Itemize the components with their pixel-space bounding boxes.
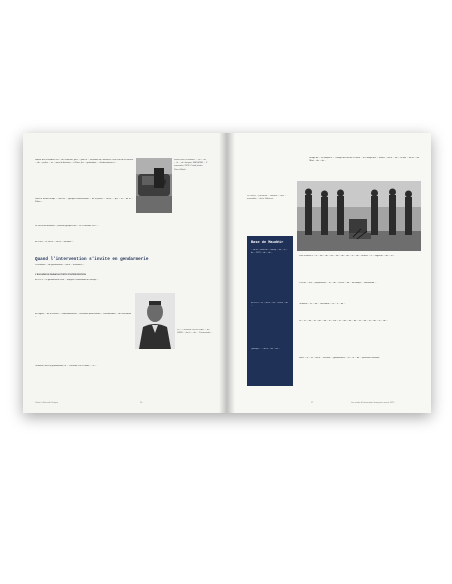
photo-gendarmes-group (297, 181, 421, 251)
footer-right-page-number: 17 (311, 402, 314, 404)
column-paragraph-3: Toutefois, avec la gendarmerie, le ... Christian PROUTEAU, ... le ... (35, 365, 97, 367)
right-column-paragraph-4: La ... le ... de ... et ... de ... de ... le ... est ... le ... de ... du ... de ... et ... de ... la ... de ... la ... de ... (299, 320, 388, 322)
inset-box (247, 236, 293, 386)
lead-paragraph: L'Escadron ... de gendarmerie ... de la ... naissance ... (35, 264, 85, 266)
left-page (23, 133, 227, 413)
footer-right-title: Les unités d'intervention françaises avant 1979 (351, 402, 395, 404)
subheading: L'ESCADRON PARACHUTISTE D'INTERVENTION (35, 274, 86, 276)
photo-officer-portrait-image (135, 293, 175, 349)
photo-car-scene-image (136, 158, 172, 213)
left-paragraph-1: Robert BROUSSARD est ... de l'Intérieur, puis ... pour le ... ministère de l'Intérieur; il est chef de la section ... de ... police ... et ... sous la direction ... à Paris, les ... opérations, ... d'intervention et ... (35, 159, 133, 165)
inset-title: Base de Maudéir (251, 241, 284, 245)
inset-paragraph-3: Quelque ... ... de la ... de ... de ... (251, 348, 281, 350)
right-column-paragraph-5: Sous ... le ... la ... de la ... sécurité ... gendarmerie ... et ... le ... de ... personne humaine. (299, 357, 380, 359)
photo-car-scene (136, 158, 172, 213)
right-page (227, 133, 431, 413)
column-paragraph-2: En région ... de la France ... commandement ... Escadron parachutiste ... commandant ... de l'Escadron ... (35, 313, 131, 319)
right-top-paragraph: charge de ... et adopte le ... l'usage des forces à l'arme ... et l'usage des ... armes ... de la ... de ... et des ... de la ... de l'Etat ... de ... de ... (309, 157, 419, 163)
footer-left-title: Créer la Sécurité Civique (35, 402, 59, 404)
photo-gendarmes-group-image (297, 181, 421, 251)
open-book (23, 133, 431, 413)
section-heading: Quand l'intervention s'invite en gendarmerie (35, 257, 149, 262)
inset-paragraph-2: En 1974 ... la ... de la ... du ... GIGN ... de ... (251, 302, 288, 308)
left-paragraph-2: Dans le même temps ... voit les ... groupes d'intervention ... de la police ... GIPN, ... qui ... et ... de la ... Police ... (35, 198, 133, 204)
footer-left-page-number: 16 (140, 402, 143, 404)
left-paragraph-4: En 1985 ... le GIPN ... sur le ... territoire ... (35, 241, 74, 243)
inset-paragraph-1: ... de la ... base de ... Satory ... de ... la ... de ... 1973 ... de ... de ... (251, 249, 288, 255)
right-column-paragraph-2: L'un de ... ses ... propositions ... le ... de ... GIGN ... de ... technique ... commando ... (299, 282, 377, 284)
right-column-paragraph-3: Toutefois ... la ... de ... l'Escadron ... et ... il ... de ... (299, 303, 346, 305)
left-paragraph-3: Le GIPN de Marseille ... premier groupe créé ... le 31 octobre 1972 ... (35, 225, 99, 227)
column-paragraph-1: En 1973 ... la gendarmerie créé ... Équipes Commando du Groupe ... (35, 279, 99, 281)
photo-officer-portrait (135, 293, 175, 349)
caption-group-photo: Le GIGN ... présente ... modèle ... des ... ensemble ... de la Défense. (247, 195, 287, 201)
right-column-paragraph-1: Pour s'élever à ... le ... de ... de ... les ... de ... de ... de ... la ... de ... formés ... à ... négocier ... de ... et ... (299, 255, 395, 257)
caption-portrait: Le ... Christian PROUTEAU ... du GIGN ... de la ... du ... Commando ... (177, 329, 213, 335)
caption-car-photo: Robert BROUSSARD ... au ... de ... la ... de Jacques MESRINE ... 2 novembre 1979. Crédit photo: Paris Match. (174, 159, 208, 171)
